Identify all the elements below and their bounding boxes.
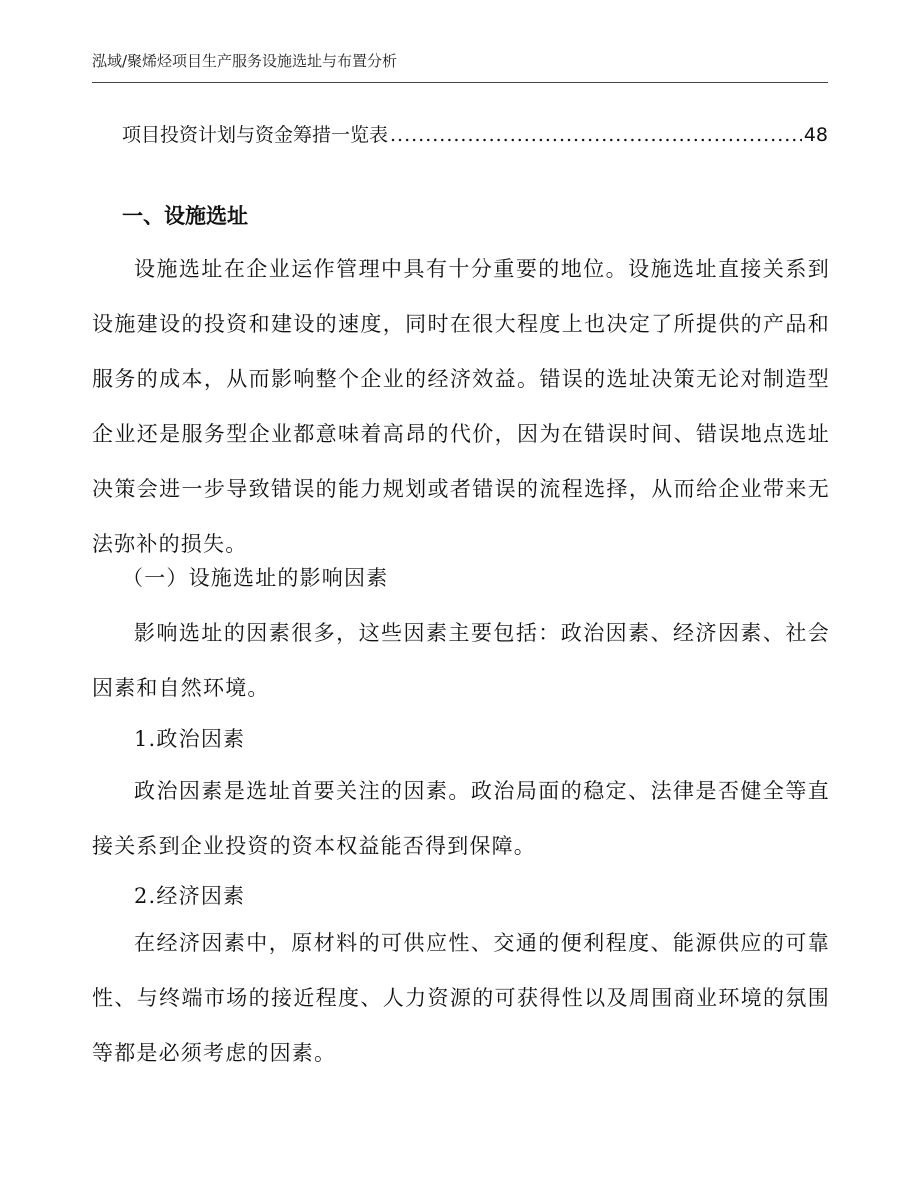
toc-entry-title: 项目投资计划与资金筹措一览表 <box>122 124 389 146</box>
header-rule <box>92 82 828 83</box>
toc-entry-page: 48 <box>803 124 828 146</box>
toc-leader-dots <box>390 124 802 146</box>
item-heading-economic: 2.经济因素 <box>134 884 246 908</box>
section-heading: 一、设施选址 <box>122 204 248 228</box>
item-heading-political: 1.政治因素 <box>134 727 246 751</box>
item-paragraph-economic: 在经济因素中，原材料的可供应性、交通的便利程度、能源供应的可靠性、与终端市场的接近程度、人力资源的可获得性以及周围商业环境的氛围等都是必须考虑的因素。 <box>92 931 830 1065</box>
toc-entry[interactable] <box>122 120 828 147</box>
subsection-heading: （一）设施选址的影响因素 <box>122 566 389 590</box>
item-paragraph-political: 政治因素是选址首要关注的因素。政治局面的稳定、法律是否健全等直接关系到企业投资的资本权益能否得到保障。 <box>92 779 830 858</box>
subsection-intro-paragraph: 影响选址的因素很多，这些因素主要包括：政治因素、经济因素、社会因素和自然环境。 <box>92 621 830 700</box>
running-header: 泓域/聚烯烃项目生产服务设施选址与布置分析 <box>92 52 398 70</box>
section-intro-paragraph: 设施选址在企业运作管理中具有十分重要的地位。设施选址直接关系到设施建设的投资和建设的速度，同时在很大程度上也决定了所提供的产品和服务的成本，从而影响整个企业的经济效益。错误的选址决策无论对制造型企业还是服务型企业都意味着高昂的代价，因为在错误时间、错误地点选址决策会进一步导致错误的能力规划或者错误的流程选择，从而给企业带来无法弥补的损失。 <box>92 257 830 556</box>
